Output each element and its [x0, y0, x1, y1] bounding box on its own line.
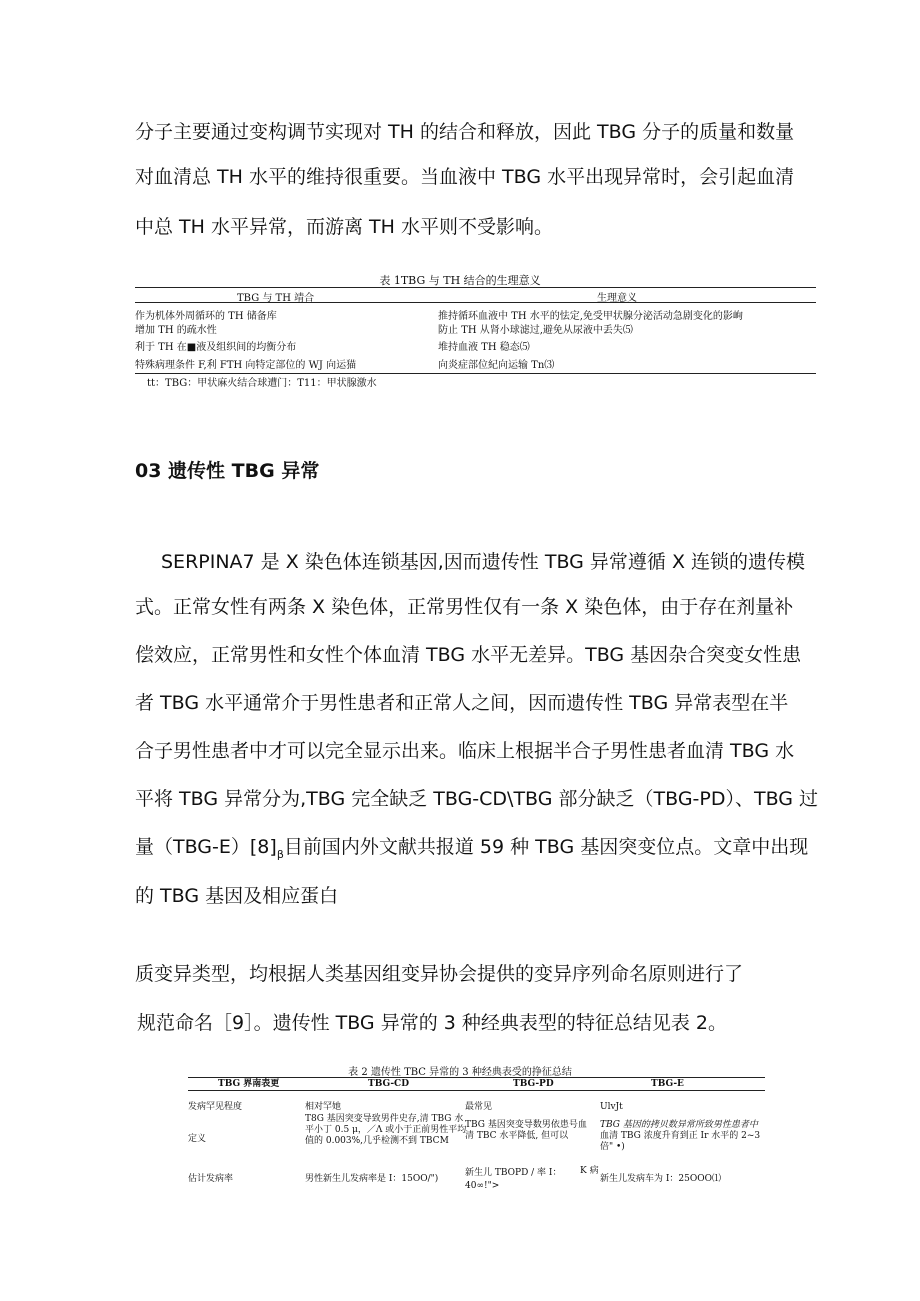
paragraph-line: 平将 TBG 异常分为,TBG 完全缺乏 TBG-CD\TBG 部分缺乏（TBG-PD）、TBG 过	[135, 788, 819, 810]
table1-cell: 特殊病理条件 F,利 FTH 向特定部位的 WJ 向运猫	[135, 360, 357, 371]
table2-cell: T8G 基因突变导致男件史存,清 TBG 水	[305, 1114, 464, 1124]
paragraph-line: 对血清总 TH 水平的维持很重要。当血液中 TBG 水平出现异常时，会引起血清	[135, 166, 795, 188]
table1-cell: 防止 TH 从肾小球滤过,避免从尿液中丢失⑸	[438, 325, 633, 336]
table2-cell: 新生儿发病车为 I：25OOO⑴	[600, 1174, 722, 1184]
table1-cell: 向炎症部位紀向运输 Tn⑶	[438, 360, 555, 371]
paragraph-text: 目前国内外文献共报道 59 种 TBG 基因突变位点。文章中出现	[283, 836, 809, 858]
table1-header-binding: TBG 与 TH 靖合	[237, 293, 315, 304]
table2-cell: 最常见	[465, 1102, 493, 1112]
table1-note: tt：TBG：甲状麻火结合球遭门：T11：甲状腺激水	[147, 378, 377, 389]
table1-header-meaning: 生理意义	[597, 293, 637, 304]
table2-header: TBG-E	[651, 1079, 684, 1089]
table2-cell: 新生儿 TBOPD / 率 I：	[465, 1168, 562, 1178]
table2-cell: 倍" •)	[600, 1142, 625, 1152]
table1-cell: 作为机体外周循环的 TH 储备库	[135, 311, 277, 322]
paragraph-line	[135, 835, 809, 867]
paragraph-line: 质变异类型，均根据人类基因组变异协会提供的变异序列命名原则进行了	[135, 963, 744, 985]
paragraph-line: 式。正常女性有两条 X 染色体，正常男性仅有一条 X 染色体，由于存在剂量补	[135, 596, 794, 618]
table1-cell: 推持循环血液中 TH 水平的怯定,免受甲状腺分泌活动急剧变化的影峋	[438, 311, 743, 322]
table1-caption: 表 1TBG 与 TH 结合的生理意义	[379, 274, 541, 287]
table2-row-label: 发病罕见程度	[188, 1102, 243, 1112]
table1-top-rule	[135, 287, 816, 288]
paragraph-line: 偿效应，正常男性和女性个体血清 TBG 水平无差异。TBG 基因杂合突变女性患	[135, 644, 802, 666]
table2-cell: TBG 基因突变导数男依患号血	[465, 1120, 587, 1130]
table2-cell: 清 TBC 水平降低, 但可以	[465, 1131, 569, 1141]
table2-header-rule	[188, 1090, 765, 1091]
paragraph-line: 分子主要通过变构调节实现对 TH 的结合和释放，因此 TBG 分子的质量和数量	[135, 121, 795, 143]
table2-row-label: 定义	[188, 1134, 207, 1144]
paragraph-line: SERPINA7 是 X 染色体连锁基因,因而遗传性 TBG 异常遵循 X 连锁的遗传模	[161, 551, 806, 573]
paragraph-line: 规范命名［9］。遗传性 TBG 异常的 3 种经典表型的特征总结见表 2。	[137, 1012, 727, 1034]
section-heading: 03 遗传性 TBG 异常	[135, 460, 320, 482]
table1-cell: 增加 TH 的疏水性	[135, 325, 217, 336]
paragraph-line: 者 TBG 水平通常介于男性患者和正常人之间，因而遗传性 TBG 异常表型在半	[135, 692, 789, 714]
table1-cell: 利于 TH 在■液及组织间的均衡分布	[135, 342, 297, 353]
table2-cell: K 病	[580, 1166, 599, 1176]
table2-header: TBG-CD	[368, 1079, 410, 1089]
table1-cell: 堆持血液 TH 稳态⑸	[438, 342, 530, 353]
table2-cell: TBG 基因的拷贝数异常所致男性患者中	[600, 1120, 758, 1130]
paragraph-line: 的 TBG 基因及相应蛋白	[135, 885, 339, 907]
table2-caption: 表 2 遗传性 TBC 异常的 3 种经典表受的挣征总结	[348, 1067, 572, 1078]
table2-cell: 男性新生儿发病率是 I：15OO/")	[305, 1174, 439, 1184]
table1-header-rule	[135, 302, 816, 303]
table2-cell: UlvJt	[600, 1102, 623, 1112]
table2-cell: 平小丁 0.5 μ，／Λ 或小于正前男性平均	[305, 1125, 467, 1135]
paragraph-line: 合子男性患者中才可以完全显示出来。临床上根据半合子男性患者血清 TBG 水	[135, 740, 795, 762]
table2-cell: 相对罕她	[305, 1102, 342, 1112]
table2-top-rule	[188, 1077, 765, 1078]
citation-subscript: β	[276, 847, 284, 861]
paragraph-line: 中总 TH 水平异常，而游离 TH 水平则不受影响。	[135, 216, 553, 238]
table2-cell: 值的 0.003%,几乎检测不到 TBCM	[305, 1136, 449, 1146]
table2-header: TBG-PD	[513, 1079, 554, 1089]
table2-header: TBG 界南表更	[218, 1079, 280, 1089]
table2-cell: 血清 TBG 浓度升育到正 Ir 水平的 2~3	[600, 1131, 761, 1141]
paragraph-text: 量（TBG-E）[8]	[135, 836, 277, 858]
table2-cell: 40∞!">	[465, 1181, 500, 1191]
table2-row-label: 估计发病率	[188, 1174, 234, 1184]
